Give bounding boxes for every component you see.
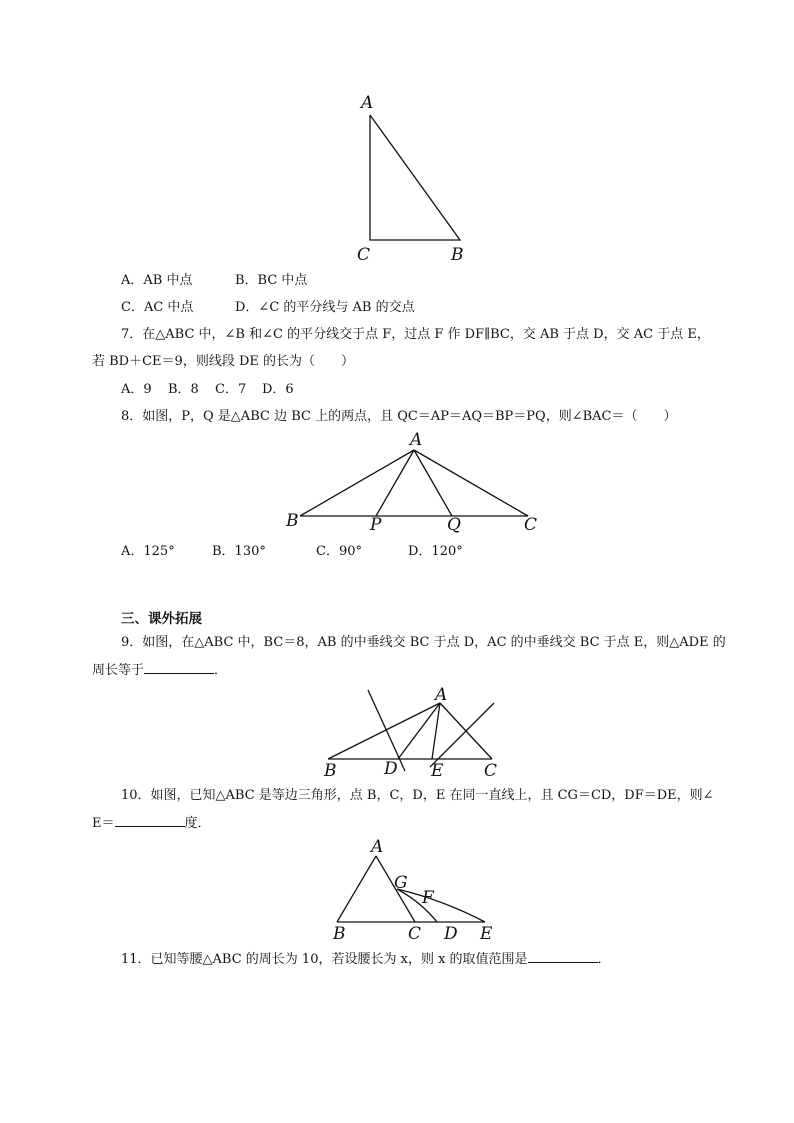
q8-option-c: C．90° [316, 544, 362, 559]
q10-line2 [92, 814, 211, 833]
q7-line2: 若 BD＋CE＝9，则线段 DE 的长为（ ） [92, 354, 354, 369]
label-a: A [435, 685, 448, 705]
q8-option-a: A．125° [121, 544, 175, 559]
q7-option-b: B．8 [168, 382, 199, 397]
segment-ab [337, 856, 376, 922]
q10-line1: 10．如图，已知△ABC 是等边三角形，点 B，C，D，E 在同一直线上，且 CG＝CD，DF＝DE，则∠ [121, 788, 714, 803]
q7-option-c: C．7 [215, 382, 247, 397]
label-d: D [384, 759, 398, 779]
q11-text: 11．已知等腰△ABC 的周长为 10，若设腰长为 x，则 x 的取值范围是 [121, 952, 528, 967]
right-triangle-figure [350, 90, 480, 270]
segment-ac [414, 450, 528, 516]
q8-option-d: D．120° [408, 544, 463, 559]
label-e: E [431, 761, 444, 781]
label-p: P [370, 515, 382, 535]
label-a: A [361, 93, 374, 113]
triangle-acb [370, 115, 460, 240]
q9-line2-end: ． [214, 663, 228, 678]
segment-aq [414, 450, 452, 516]
segment-ab [300, 450, 414, 516]
q8-text: 8．如图，P，Q 是△ABC 边 BC 上的两点，且 QC＝AP＝AQ＝BP＝PQ，则∠BAC＝（ ） [121, 409, 677, 424]
q10-answer-blank[interactable] [115, 814, 185, 827]
q6-option-b: B．BC 中点 [235, 273, 308, 288]
q9-figure [320, 685, 510, 780]
label-q: Q [447, 515, 461, 535]
q8-options [121, 543, 463, 561]
label-b: B [333, 924, 346, 944]
q9-line2-text: 周长等于 [92, 663, 145, 678]
q9-answer-blank[interactable] [144, 661, 214, 674]
q8-figure [280, 430, 550, 540]
q8-option-b: B．130° [212, 544, 266, 559]
q6-options-row1 [121, 272, 307, 290]
q9-line1: 9．如图，在△ABC 中，BC＝8，AB 的中垂线交 BC 于点 D，AC 的中垂线交 BC 于点 E，则△ADE 的 [121, 635, 726, 650]
q10-line2-end: 度． [184, 816, 211, 831]
q10-line2-text: E＝ [92, 816, 115, 831]
label-e: E [480, 924, 493, 944]
q6-option-a: A．AB 中点 [121, 273, 193, 288]
label-c: C [357, 245, 371, 265]
label-c: C [408, 924, 422, 944]
label-a: A [371, 837, 384, 857]
label-f: F [422, 888, 434, 908]
q7-option-d: D．6 [262, 382, 294, 397]
q7-line1: 7．在△ABC 中，∠B 和∠C 的平分线交于点 F，过点 F 作 DF∥BC，交 AB 于点 D，交 AC 于点 E， [121, 327, 710, 342]
label-c: C [524, 515, 538, 535]
q10-figure [325, 838, 500, 943]
label-b: B [324, 761, 337, 781]
label-b: B [286, 511, 299, 531]
q11-end: ． [597, 952, 611, 967]
ac-perpendicular-bisector [430, 703, 494, 767]
q6-option-c: C．AC 中点 [121, 300, 194, 315]
label-d: D [444, 924, 458, 944]
q11-answer-blank[interactable] [528, 950, 598, 963]
q7-options [121, 381, 294, 399]
label-g: G [394, 873, 408, 893]
label-b: B [451, 245, 464, 265]
label-a: A [410, 430, 423, 450]
segment-ap [376, 450, 414, 516]
label-c: C [484, 761, 498, 781]
q11-line [121, 950, 611, 969]
q6-option-d: D．∠C 的平分线与 AB 的交点 [235, 300, 415, 315]
segment-ge [397, 889, 485, 922]
q7-option-a: A．9 [121, 382, 152, 397]
segment-ab [328, 703, 440, 759]
q6-options-row2 [121, 299, 415, 317]
section-heading: 三、课外拓展 [121, 611, 202, 627]
q9-line2 [92, 661, 227, 680]
